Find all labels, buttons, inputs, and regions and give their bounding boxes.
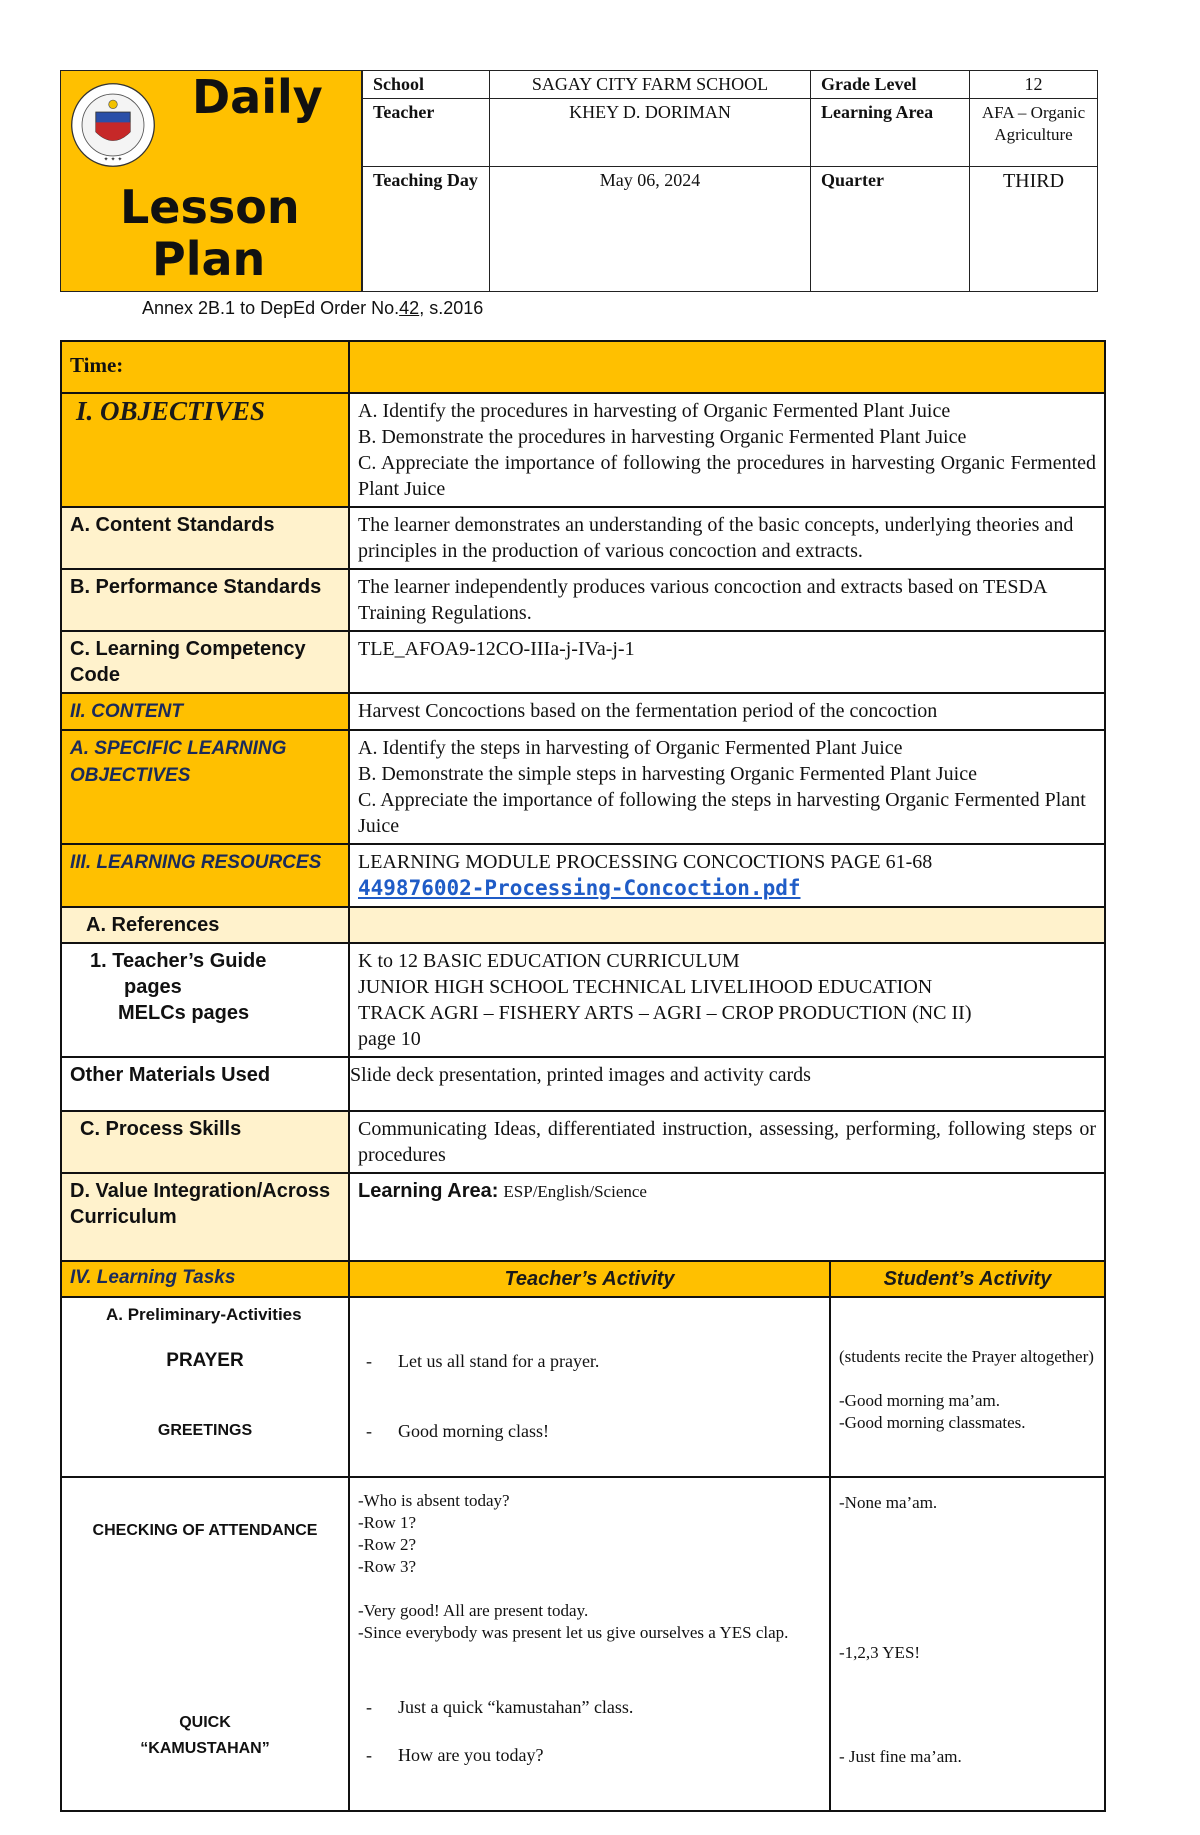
teacher-greeting: - Good morning class!	[358, 1418, 821, 1444]
day-label: Teaching Day	[363, 167, 490, 292]
tg-line-4: page 10	[358, 1028, 421, 1050]
day-value: May 06, 2024	[490, 167, 811, 292]
teacher-label: Teacher	[363, 99, 490, 167]
quick-label-1: QUICK	[179, 1714, 231, 1731]
teacher-att-4: -Row 3?	[358, 1557, 417, 1576]
preliminary-label: A. Preliminary-Activities	[106, 1305, 302, 1324]
learning-tasks-header: IV. Learning Tasks	[70, 1267, 236, 1288]
value-integration-cell	[349, 1173, 1105, 1261]
specific-objective-b: B. Demonstrate the simple steps in harvesting Organic Fermented Plant Juice	[358, 763, 977, 785]
value-area-label: Learning Area:	[358, 1180, 499, 1202]
tg-line-1: K to 12 BASIC EDUCATION CURRICULUM	[358, 950, 740, 972]
competency-label: C. Learning Competency Code	[61, 631, 349, 693]
content-standards-value: The learner demonstrates an understanding of the basic concepts, underlying theories and principles in the production of various concoction and extracts.	[349, 507, 1105, 569]
info-table	[362, 70, 1098, 292]
area-value: AFA – Organic Agriculture	[970, 99, 1098, 167]
teachers-guide-label-cell	[61, 943, 349, 1057]
references-value	[349, 907, 1105, 943]
quarter-value: THIRD	[970, 167, 1098, 292]
references-label: A. References	[61, 907, 349, 943]
quick-label-2: “KAMUSTAHAN”	[140, 1740, 270, 1757]
specific-objectives-cell	[349, 730, 1105, 844]
resources-label-cell	[61, 844, 349, 907]
resources-link[interactable]: 449876002-Processing-Concoction.pdf	[358, 876, 801, 900]
teacher-good-2: -Since everybody was present let us give ourselves a YES clap.	[358, 1623, 789, 1642]
objectives-cell	[349, 393, 1105, 507]
value-area: ESP/English/Science	[503, 1182, 647, 1201]
attendance-quick-cell	[61, 1477, 349, 1811]
resources-label: III. LEARNING RESOURCES	[70, 852, 322, 873]
teacher-how: - How are you today?	[358, 1742, 821, 1768]
objective-b: B. Demonstrate the procedures in harvesting Organic Fermented Plant Juice	[358, 426, 967, 448]
teacher-att-3: -Row 2?	[358, 1535, 417, 1554]
annex-number: 42	[399, 298, 420, 318]
specific-objectives-label-cell	[61, 730, 349, 844]
prayer-label: PRAYER	[166, 1350, 244, 1371]
teacher-value: KHEY D. DORIMAN	[490, 99, 811, 167]
objectives-label: I. OBJECTIVES	[76, 396, 266, 426]
content-label-cell	[61, 693, 349, 730]
tg-line-2: JUNIOR HIGH SCHOOL TECHNICAL LIVELIHOOD EDUCATION	[358, 976, 933, 998]
school-label: School	[363, 71, 490, 99]
teacher-attendance-cell	[349, 1477, 830, 1811]
teacher-prayer-greet-cell	[349, 1297, 830, 1477]
resources-text: LEARNING MODULE PROCESSING CONCOCTIONS PAGE 61-68	[358, 851, 933, 873]
performance-standards-value: The learner independently produces various concoction and extracts based on TESDA Training Regulations.	[349, 569, 1105, 631]
student-yes: -1,2,3 YES!	[839, 1643, 921, 1662]
other-materials-value: Slide deck presentation, printed images and activity cards	[349, 1057, 1105, 1111]
process-skills-value: Communicating Ideas, differentiated instruction, assessing, performing, following steps or procedures	[349, 1111, 1105, 1173]
learning-tasks-header-cell	[61, 1261, 349, 1297]
other-materials-label: Other Materials Used	[61, 1057, 349, 1111]
preliminary-cell	[61, 1297, 349, 1477]
lesson-plan-table	[60, 340, 1106, 1812]
quarter-label: Quarter	[811, 167, 970, 292]
time-label: Time:	[61, 341, 349, 393]
competency-value: TLE_AFOA9-12CO-IIIa-j-IVa-j-1	[349, 631, 1105, 693]
teacher-quick: - Just a quick “kamustahan” class.	[358, 1694, 821, 1720]
tg-line-3: TRACK AGRI – FISHERY ARTS – AGRI – CROP PRODUCTION (NC II)	[358, 1002, 972, 1024]
student-none: -None ma’am.	[839, 1493, 938, 1512]
attendance-label: CHECKING OF ATTENDANCE	[92, 1522, 318, 1539]
objective-a: A. Identify the procedures in harvesting of Organic Fermented Plant Juice	[358, 400, 951, 422]
student-attendance-cell	[830, 1477, 1105, 1811]
resources-cell	[349, 844, 1105, 907]
grade-value: 12	[970, 71, 1098, 99]
objective-c: C. Appreciate the importance of following the procedures in harvesting Organic Fermented Plant Juice	[358, 452, 1096, 500]
annex-suffix: , s.2016	[419, 298, 484, 318]
title-lesson: Lesson	[120, 180, 300, 234]
school-value: SAGAY CITY FARM SCHOOL	[490, 71, 811, 99]
teacher-activity-header: Teacher’s Activity	[349, 1261, 830, 1297]
performance-standards-label: B. Performance Standards	[61, 569, 349, 631]
grade-label: Grade Level	[811, 71, 970, 99]
student-prayer: (students recite the Prayer altogether)	[839, 1347, 1094, 1366]
teacher-good-1: -Very good! All are present today.	[358, 1601, 589, 1620]
melcs-pages-label: MELCs pages	[118, 1002, 250, 1024]
area-label: Learning Area	[811, 99, 970, 167]
student-fine: - Just fine ma’am.	[839, 1747, 962, 1766]
annex-prefix: Annex 2B.1 to DepEd Order No.	[142, 298, 400, 318]
value-integration-label: D. Value Integration/Across Curriculum	[61, 1173, 349, 1261]
student-greeting-1: -Good morning ma’am.	[839, 1391, 1000, 1410]
objectives-label-cell	[61, 393, 349, 507]
time-value	[349, 341, 1105, 393]
student-prayer-greet-cell	[830, 1297, 1105, 1477]
greetings-label: GREETINGS	[157, 1422, 253, 1439]
content-value: Harvest Concoctions based on the fermentation period of the concoction	[349, 693, 1105, 730]
annex-note	[142, 298, 483, 319]
svg-text:✦ ✦ ✦: ✦ ✦ ✦	[103, 156, 123, 164]
specific-objectives-label: A. SPECIFIC LEARNING OBJECTIVES	[70, 738, 287, 786]
process-skills-label: C. Process Skills	[61, 1111, 349, 1173]
teachers-guide-label: 1. Teacher’s Guide	[90, 950, 267, 972]
teacher-att-2: -Row 1?	[358, 1513, 417, 1532]
content-standards-label: A. Content Standards	[61, 507, 349, 569]
deped-seal-icon	[70, 82, 156, 168]
student-greeting-2: -Good morning classmates.	[839, 1413, 1026, 1432]
teachers-guide-pages-label: pages	[124, 976, 182, 998]
teacher-att-1: -Who is absent today?	[358, 1491, 510, 1510]
teacher-prayer: - Let us all stand for a prayer.	[358, 1348, 821, 1374]
title-plan: Plan	[152, 232, 266, 286]
content-label: II. CONTENT	[70, 701, 183, 722]
specific-objective-a: A. Identify the steps in harvesting of Organic Fermented Plant Juice	[358, 737, 903, 759]
specific-objective-c: C. Appreciate the importance of following the steps in harvesting Organic Fermented Plant Juice	[358, 789, 1086, 837]
title-daily: Daily	[192, 70, 323, 124]
teachers-guide-cell	[349, 943, 1105, 1057]
student-activity-header: Student’s Activity	[830, 1261, 1105, 1297]
